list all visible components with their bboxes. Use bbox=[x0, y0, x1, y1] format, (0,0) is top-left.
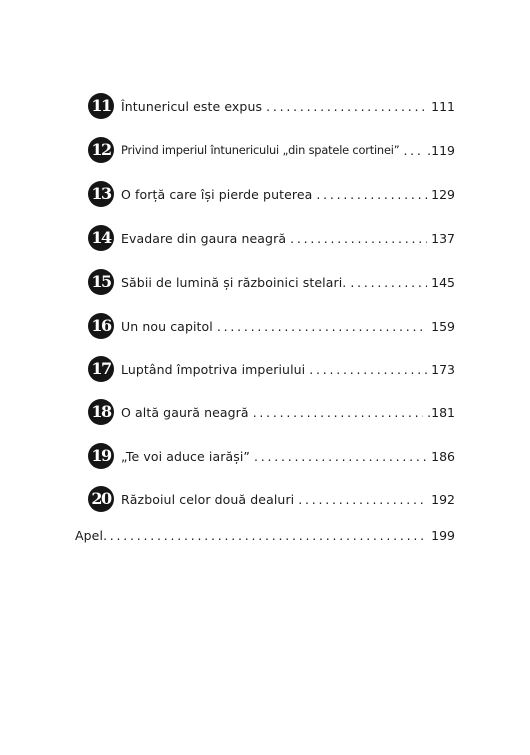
toc-entry-chapter-15[interactable] bbox=[88, 268, 455, 296]
dot-leader bbox=[298, 492, 427, 507]
dot-leader bbox=[103, 528, 427, 543]
toc-entry-chapter-11[interactable] bbox=[88, 92, 455, 120]
chapter-title: „Te voi aduce iarăși” bbox=[121, 448, 250, 464]
page-number: 186 bbox=[431, 448, 455, 464]
chapter-number-badge: 14 bbox=[88, 225, 114, 251]
toc-entry-chapter-18[interactable] bbox=[88, 398, 455, 426]
page-number: 137 bbox=[431, 230, 455, 246]
page-number: .119 bbox=[427, 142, 455, 158]
chapter-number-badge: 20 bbox=[88, 486, 114, 512]
page-number: 173 bbox=[431, 361, 455, 377]
page-number: 111 bbox=[431, 98, 455, 114]
dot-leader bbox=[254, 449, 427, 464]
dot-leader bbox=[253, 405, 423, 420]
chapter-number-badge: 12 bbox=[88, 137, 114, 163]
chapter-number-badge: 13 bbox=[88, 181, 114, 207]
dot-leader bbox=[403, 143, 423, 158]
page-number: 192 bbox=[431, 491, 455, 507]
toc-entry-chapter-17[interactable] bbox=[88, 355, 455, 383]
toc-entry-chapter-16[interactable] bbox=[88, 312, 455, 340]
chapter-number-badge: 11 bbox=[88, 93, 114, 119]
chapter-number-badge: 15 bbox=[88, 269, 114, 295]
toc-entry-chapter-20[interactable] bbox=[88, 485, 455, 513]
chapter-number-badge: 17 bbox=[88, 356, 114, 382]
chapter-title: Luptând împotriva imperiului bbox=[121, 361, 306, 377]
page-number: 159 bbox=[431, 318, 455, 334]
chapter-title: O forță care își pierde puterea bbox=[121, 186, 313, 202]
chapter-title: Un nou capitol bbox=[121, 318, 213, 334]
chapter-number-badge: 19 bbox=[88, 443, 114, 469]
chapter-title: Săbii de lumină și războinici stelari. bbox=[121, 274, 347, 290]
chapter-title: O altă gaură neagră bbox=[121, 404, 249, 420]
page-number: .181 bbox=[427, 404, 455, 420]
toc-entry-chapter-19[interactable] bbox=[88, 442, 455, 470]
dot-leader bbox=[290, 231, 427, 246]
chapter-number-badge: 16 bbox=[88, 313, 114, 339]
chapter-number-badge: 18 bbox=[88, 399, 114, 425]
dot-leader bbox=[309, 362, 427, 377]
toc-entry-chapter-12[interactable] bbox=[88, 136, 455, 164]
dot-leader bbox=[217, 319, 427, 334]
page-number: 129 bbox=[431, 186, 455, 202]
toc-entry-appendix[interactable] bbox=[75, 522, 455, 548]
page-number: 145 bbox=[431, 274, 455, 290]
toc-entry-chapter-13[interactable] bbox=[88, 180, 455, 208]
chapter-title: Privind imperiul întunericului „din spatele cortinei” bbox=[121, 143, 400, 157]
dot-leader bbox=[316, 187, 427, 202]
toc-entry-chapter-14[interactable] bbox=[88, 224, 455, 252]
appendix-title: Apel bbox=[75, 527, 104, 543]
page-number: 199 bbox=[431, 527, 455, 543]
dot-leader bbox=[350, 275, 427, 290]
chapter-title: Războiul celor două dealuri bbox=[121, 491, 295, 507]
chapter-title: Întunericul este expus bbox=[121, 98, 263, 114]
chapter-title: Evadare din gaura neagră bbox=[121, 230, 287, 246]
dot-leader bbox=[266, 99, 427, 114]
